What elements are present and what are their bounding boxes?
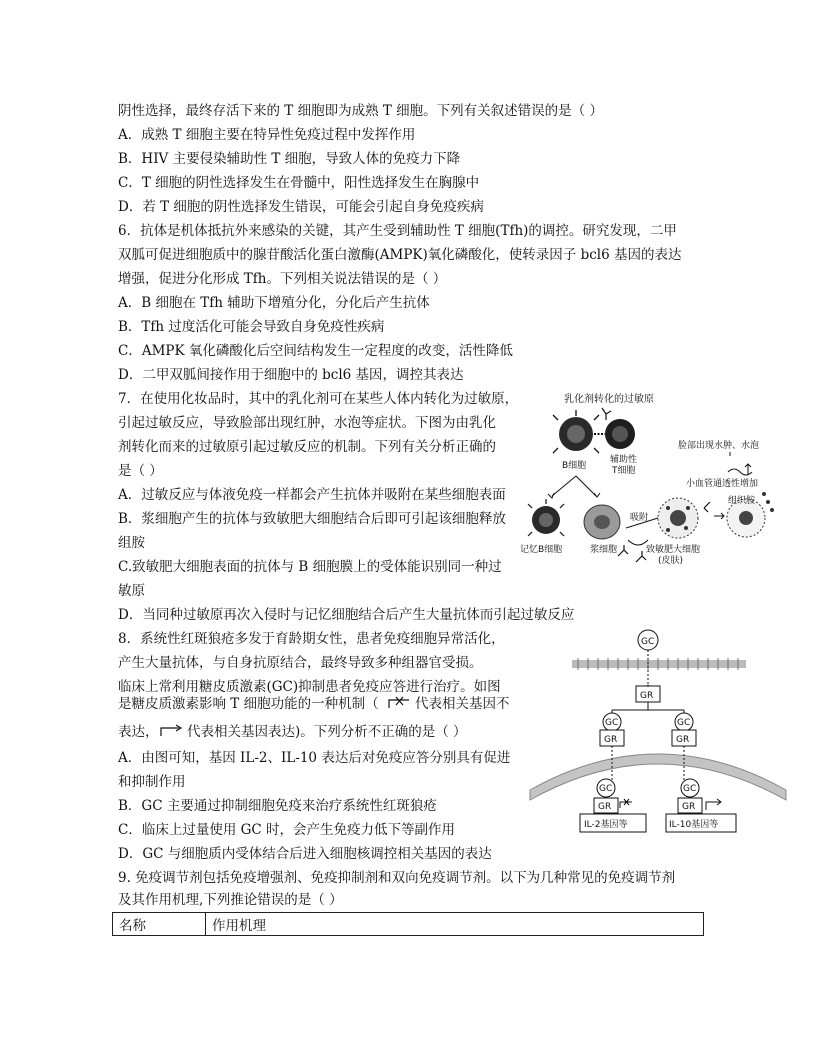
question-7-stem: 剂转化而来的过敏原引起过敏反应的机制。下列有关分析正确的 [118, 439, 496, 455]
gc-label: GC [605, 718, 619, 728]
option-a: 和抑制作用 [118, 774, 186, 790]
option-b: 组胺 [118, 535, 145, 551]
b-cell-label: B细胞 [562, 461, 587, 471]
option-d: D．二甲双胍间接作用于细胞中的 bcl6 基因，调控其表达 [118, 367, 464, 383]
question-9-stem: 9. 免疫调节剂包括免疫增强剂、免疫抑制剂和双向免疫调节剂。以下为几种常见的免疫调节剂 [118, 870, 676, 886]
table-header-mechanism: 作用机理 [206, 913, 704, 936]
allergen-label: 乳化剂转化的过敏原 [564, 394, 654, 405]
option-b: B．浆细胞产生的抗体与致敏肥大细胞结合后即可引起该细胞释放 [118, 511, 506, 527]
option-b: B．HIV 主要侵染辅助性 T 细胞，导致人体的免疫力下降 [118, 151, 461, 167]
nuclear-envelope [530, 754, 786, 800]
gr-label: GR [640, 691, 654, 701]
option-b: B．GC 主要通过抑制细胞免疫来治疗系统性红斑狼疮 [118, 798, 437, 814]
gr-label: GR [598, 802, 612, 812]
gr-label: GR [682, 802, 696, 812]
option-c: C．临床上过量使用 GC 时，会产生免疫力低下等副作用 [118, 822, 456, 838]
question-8-stem: 代表相关基因不 [415, 696, 510, 712]
helper-t-label-2: T细胞 [612, 466, 636, 476]
adsorb-label: 吸附 [630, 513, 649, 523]
il10-gene-label: IL-10基因等 [669, 820, 719, 830]
mast-cell-label-1: 致敏肥大细胞 [646, 545, 701, 555]
mast-cell-label-2: (皮肤) [658, 556, 684, 566]
gc-label: GC [683, 784, 697, 794]
gc-mechanism-figure [528, 628, 790, 840]
question-8-stem: 代表相关基因表达)。下列分析不正确的是（ ） [187, 724, 467, 740]
option-a: A．由图可知，基因 IL-2、IL-10 表达后对免疫应答分别具有促进 [118, 750, 511, 766]
table-header-row [113, 913, 704, 936]
question-6-stem: 双胍可促进细胞质中的腺苷酸活化蛋白激酶(AMPK)氧化磷酸化，使转录因子 bcl6 基因的表达 [118, 247, 682, 263]
immunomodulator-table [112, 912, 704, 936]
option-d: D．GC 与细胞质内受体结合后进入细胞核调控相关基因的表达 [118, 846, 492, 862]
memory-b-label: 记忆B细胞 [520, 545, 563, 555]
text-line: 阴性选择，最终存活下来的 T 细胞即为成熟 T 细胞。下列有关叙述错误的是（ ） [118, 103, 603, 119]
option-a: A．过敏反应与体液免疫一样都会产生抗体并吸附在某些细胞表面 [118, 487, 506, 503]
option-a: A．B 细胞在 Tfh 辅助下增殖分化，分化后产生抗体 [118, 295, 430, 311]
no-expression-symbol-icon [387, 696, 415, 710]
question-7-stem: 是（ ） [118, 463, 163, 479]
capillary-label: 小血管通透性增加 [686, 479, 759, 489]
option-a: A．成熟 T 细胞主要在特异性免疫过程中发挥作用 [118, 127, 416, 143]
table-header-name: 名称 [113, 913, 206, 936]
question-8-stem: 表达， [118, 724, 159, 740]
gc-label: GC [641, 637, 655, 647]
gc-label: GC [677, 718, 691, 728]
antibody-icon [618, 545, 646, 562]
il2-gene-label: IL-2基因等 [584, 820, 628, 830]
question-6-stem: 6．抗体是机体抵抗外来感染的关键，其产生受到辅助性 T 细胞(Tfh)的调控。研究发现，二甲 [118, 223, 677, 239]
helper-t-label-1: 辅助性 [610, 455, 638, 465]
question-7-stem: 7．在使用化妆品时，其中的乳化剂可在某些人体内转化为过敏原， [118, 391, 519, 407]
plasma-cell-label: 浆细胞 [590, 545, 618, 555]
question-6-stem: 增强，促进分化形成 Tfh。下列相关说法错误的是（ ） [118, 271, 447, 287]
option-c: C．T 细胞的阴性选择发生在骨髓中，阳性选择发生在胸腺中 [118, 175, 480, 191]
question-8-stem: 8．系统性红斑狼疮多发于育龄期女性，患者免疫细胞异常活化， [118, 631, 505, 647]
question-9-stem: 及其作用机理,下列推论错误的是（ ） [118, 892, 343, 908]
question-7-stem: 引起过敏反应，导致脸部出现红肿，水泡等症状。下图为由乳化 [118, 415, 496, 431]
option-d: D．若 T 细胞的阴性选择发生错误，可能会引起自身免疫疾病 [118, 199, 484, 215]
gr-label: GR [604, 735, 618, 745]
expression-symbol-icon [159, 724, 187, 738]
question-8-stem: 是糖皮质激素影响 T 细胞功能的一种机制（ [118, 696, 379, 712]
option-c: 敏原 [118, 583, 145, 599]
option-c: C．AMPK 氧化磷酸化后空间结构发生一定程度的改变，活性降低 [118, 343, 513, 359]
face-symptom-label: 脸部出现水肿、水泡 [678, 441, 760, 451]
allergy-mechanism-figure [518, 390, 800, 580]
option-c: C.致敏肥大细胞表面的抗体与 B 细胞膜上的受体能识别同一种过 [118, 559, 502, 575]
allergen-icon [602, 408, 611, 420]
option-d: D．当同种过敏原再次入侵时与记忆细胞结合后产生大量抗体而引起过敏反应 [118, 607, 575, 623]
histamine-label: 组织胺 [728, 496, 756, 506]
question-8-stem: 产生大量抗体，与自身抗原结合，最终导致多种组器官受损。 [118, 655, 483, 671]
question-8-stem: 临床上常利用糖皮质激素(GC)抑制患者免疫应答进行治疗。如图 [118, 679, 501, 695]
option-b: B．Tfh 过度活化可能会导致自身免疫性疾病 [118, 319, 385, 335]
gc-label: GC [599, 784, 613, 794]
gr-label: GR [676, 735, 690, 745]
